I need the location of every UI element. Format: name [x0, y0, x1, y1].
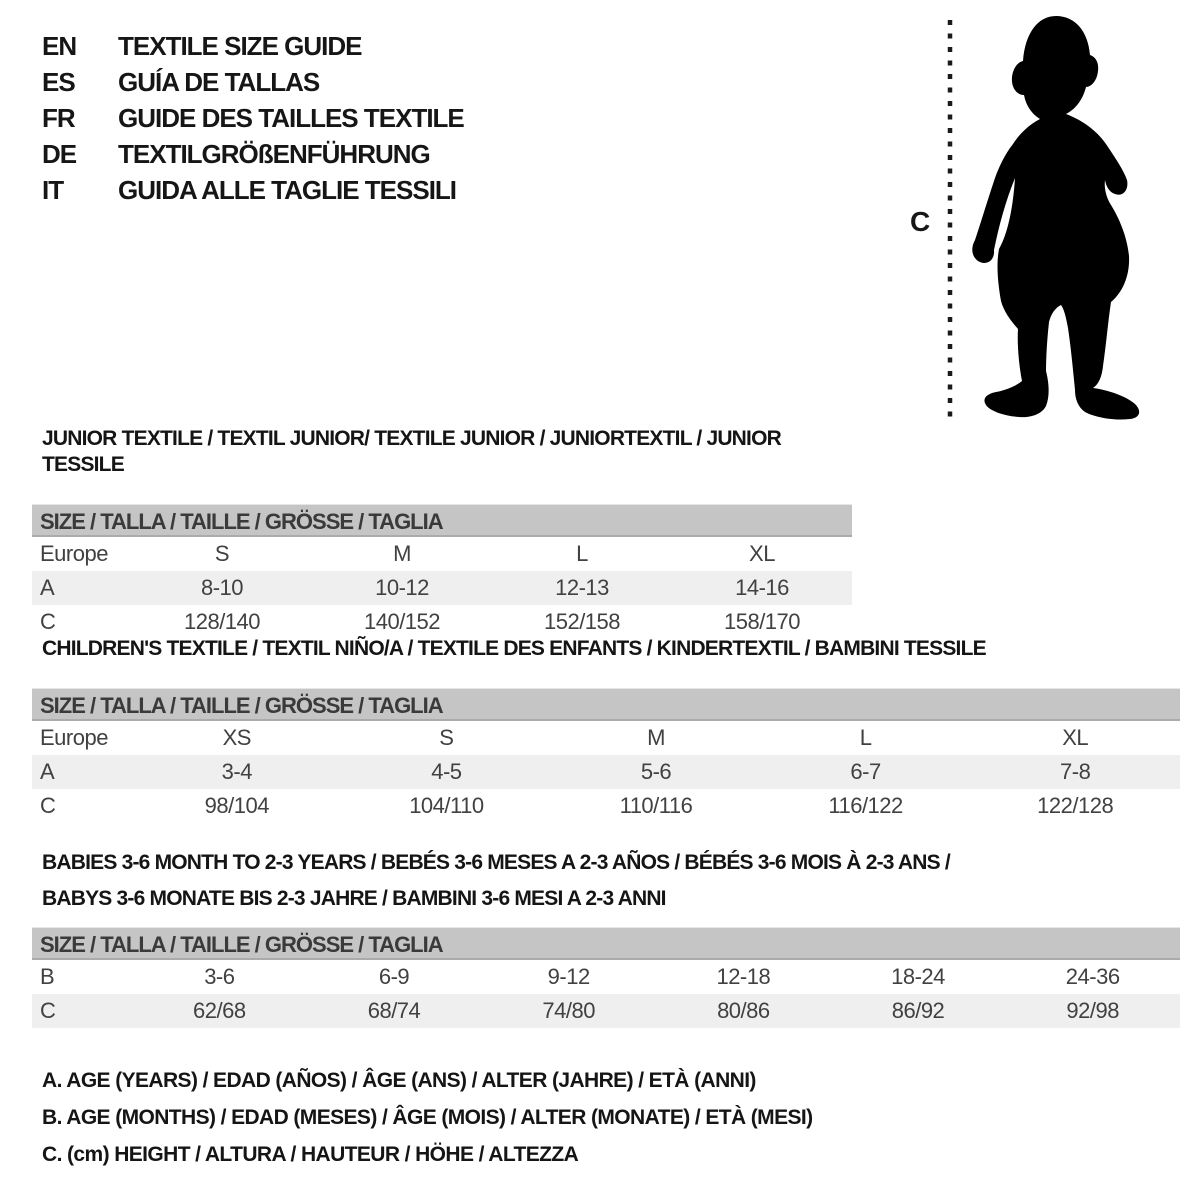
size-cell: S — [439, 725, 454, 750]
section-junior-textile — [32, 426, 852, 639]
language-code: DE — [42, 139, 77, 169]
row-label: C — [40, 793, 56, 818]
size-cell: M — [393, 541, 411, 566]
table-row — [32, 571, 852, 605]
size-cell: 6-9 — [378, 964, 410, 989]
measurement-legend — [42, 1062, 813, 1173]
size-cell: 74/80 — [542, 998, 595, 1023]
size-cell: 5-6 — [640, 759, 672, 784]
table-row — [32, 994, 1180, 1028]
language-title: GUÍA DE TALLAS — [118, 67, 320, 97]
size-cell: 3-4 — [221, 759, 252, 784]
size-cell: M — [647, 725, 665, 750]
size-cell: XS — [222, 725, 251, 750]
row-label: C — [40, 609, 56, 634]
language-row — [42, 64, 464, 100]
size-cell: 3-6 — [204, 964, 235, 989]
table-row — [32, 605, 852, 639]
size-table — [32, 927, 1180, 1028]
size-cell: 128/140 — [183, 609, 261, 634]
size-cell: 68/74 — [367, 998, 421, 1023]
language-row — [42, 28, 464, 64]
section-heading-line: JUNIOR TEXTILE / TEXTIL JUNIOR/ TEXTILE JUNIOR / JUNIORTEXTIL / JUNIOR TESSILE — [42, 427, 781, 476]
size-table — [32, 504, 852, 639]
size-cell: 6-7 — [850, 759, 881, 784]
table-row — [32, 960, 1180, 994]
section-heading-line: BABIES 3-6 MONTH TO 2-3 YEARS / BEBÉS 3-6 MESES A 2-3 AÑOS / BÉBÉS 3-6 MOIS À 2-3 ANS / — [42, 851, 950, 874]
size-table-body — [32, 537, 852, 639]
size-cell: L — [576, 541, 588, 566]
size-cell: 122/128 — [1037, 793, 1114, 818]
legend-line: C. (cm) HEIGHT / ALTURA / HAUTEUR / HÖHE / ALTEZZA — [42, 1143, 579, 1166]
table-row — [32, 721, 1180, 755]
size-cell: 9-12 — [547, 964, 590, 989]
language-title-list — [42, 28, 464, 208]
size-cell: 12-13 — [555, 575, 609, 600]
size-cell: XL — [1062, 725, 1089, 750]
row-label: Europe — [40, 725, 108, 750]
row-label: A — [40, 575, 55, 600]
section-heading-line: CHILDREN'S TEXTILE / TEXTIL NIÑO/A / TEXTILE DES ENFANTS / KINDERTEXTIL / BAMBINI TESSILE — [42, 637, 986, 660]
size-table — [32, 688, 1180, 823]
section-heading-line: BABYS 3-6 MONATE BIS 2-3 JAHRE / BAMBINI 3-6 MESI A 2-3 ANNI — [42, 887, 666, 910]
row-label: Europe — [40, 541, 108, 566]
language-code: EN — [42, 31, 77, 61]
size-cell: 8-10 — [200, 575, 244, 600]
size-cell: 14-16 — [735, 575, 789, 600]
size-table-header: SIZE / TALLA / TAILLE / GRÖSSE / TAGLIA — [32, 688, 1180, 721]
language-code: ES — [42, 67, 75, 97]
legend-line: A. AGE (YEARS) / EDAD (AÑOS) / ÂGE (ANS) / ALTER (JAHRE) / ETÀ (ANNI) — [42, 1069, 756, 1092]
size-cell: 158/170 — [723, 609, 801, 634]
size-cell: 4-5 — [431, 759, 462, 784]
row-label: A — [40, 759, 55, 784]
size-table-body — [32, 721, 1180, 823]
size-cell: 7-8 — [1060, 759, 1091, 784]
size-cell: 104/110 — [409, 793, 484, 818]
size-table-header: SIZE / TALLA / TAILLE / GRÖSSE / TAGLIA — [32, 504, 852, 537]
language-title: TEXTILGRÖßENFÜHRUNG — [118, 139, 430, 169]
size-cell: 62/68 — [193, 998, 246, 1023]
language-code: FR — [42, 103, 75, 133]
row-label: C — [40, 998, 56, 1023]
size-cell: 98/104 — [204, 793, 269, 818]
size-cell: 116/122 — [828, 793, 903, 818]
toddler-silhouette-icon — [900, 10, 1155, 428]
size-cell: 24-36 — [1065, 964, 1120, 989]
section-childrens-textile — [32, 636, 1180, 823]
section-babies-textile — [32, 845, 1180, 1028]
language-row — [42, 172, 464, 208]
row-label: B — [40, 964, 55, 989]
size-cell: XL — [749, 541, 775, 566]
size-cell: S — [214, 541, 230, 566]
size-cell: L — [859, 725, 872, 750]
size-cell: 140/152 — [363, 609, 441, 634]
size-cell: 152/158 — [543, 609, 621, 634]
section-heading — [42, 845, 1180, 917]
size-cell: 86/92 — [891, 998, 945, 1023]
measure-c-label: C — [910, 206, 930, 237]
legend-line: B. AGE (MONTHS) / EDAD (MESES) / ÂGE (MOIS) / ALTER (MONATE) / ETÀ (MESI) — [42, 1106, 813, 1129]
language-title: GUIDA ALLE TAGLIE TESSILI — [118, 175, 457, 205]
language-row — [42, 100, 464, 136]
table-row — [32, 789, 1180, 823]
section-heading — [42, 426, 852, 478]
language-title: TEXTILE SIZE GUIDE — [118, 31, 362, 61]
size-table-header: SIZE / TALLA / TAILLE / GRÖSSE / TAGLIA — [32, 927, 1180, 960]
table-row — [32, 755, 1180, 789]
language-code: IT — [42, 175, 64, 205]
language-row — [42, 136, 464, 172]
section-heading — [42, 636, 1180, 662]
language-title: GUIDE DES TAILLES TEXTILE — [118, 103, 464, 133]
size-cell: 92/98 — [1066, 998, 1119, 1023]
size-cell: 80/86 — [717, 998, 770, 1023]
size-cell: 18-24 — [891, 964, 945, 989]
table-row — [32, 537, 852, 571]
toddler-figure — [900, 10, 1155, 428]
size-cell: 12-18 — [716, 964, 771, 989]
size-table-body — [32, 960, 1180, 1028]
toddler-silhouette-path — [972, 16, 1139, 420]
size-cell: 10-12 — [375, 575, 429, 600]
size-cell: 110/116 — [619, 793, 693, 818]
